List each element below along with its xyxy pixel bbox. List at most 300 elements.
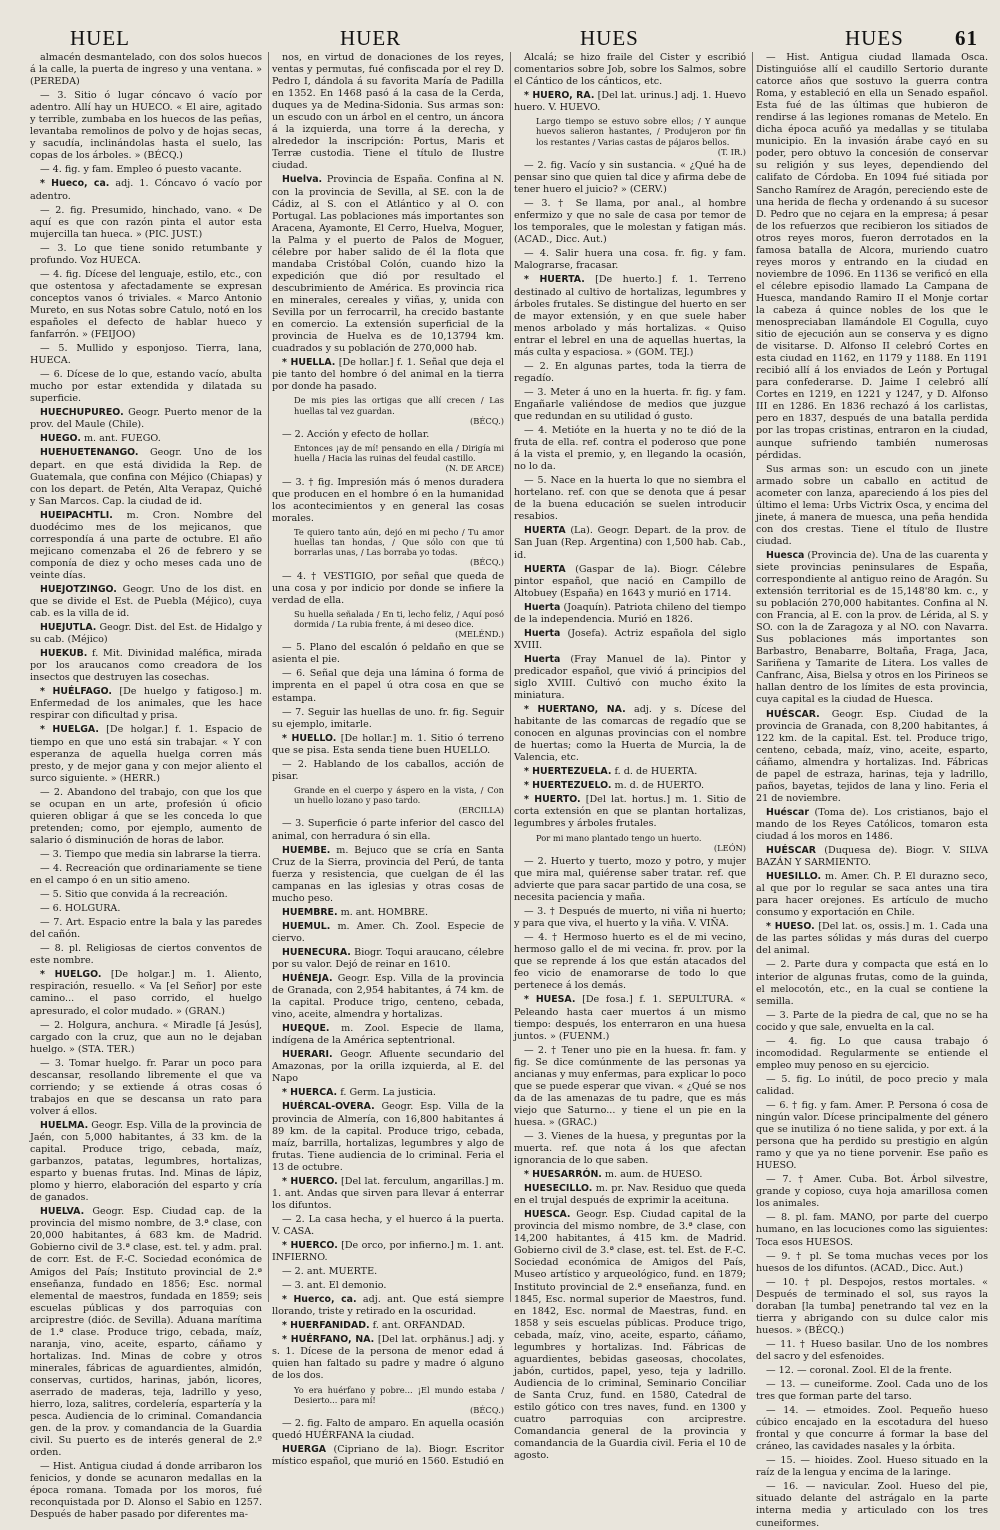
dictionary-entry	[514, 780, 746, 792]
dictionary-entry	[30, 686, 262, 722]
entry-headword: * HUERCO.	[282, 1175, 338, 1187]
entry-headword: HUENECURA.	[282, 946, 351, 958]
entry-definition: — 8. pl. Religiosas de ciertos conventos de este nombre.	[30, 943, 262, 967]
running-header	[0, 26, 1000, 52]
entry-headword: * HUELLO.	[282, 732, 337, 744]
entry-definition: m. ant. FUEGO.	[83, 433, 161, 445]
entry-definition: — 5. fig. Lo inútil, de poco precio y mala calidad.	[756, 1073, 988, 1097]
entry-definition: — 3. Vienes de la huesa, y preguntas por la muerta. ref. que nota á los que afectan ignorancia de lo que saben.	[514, 1130, 746, 1167]
dictionary-entry	[30, 1206, 262, 1459]
entry-definition: — 16. — navicular. Zool. Hueso del pie, situado delante del astrágalo en la parte interna media y articulado con los tres cuneiformes.	[756, 1481, 988, 1529]
dictionary-entry	[514, 1131, 746, 1167]
entry-headword: * HUELLA.	[282, 357, 336, 369]
entry-headword: Huesca	[766, 549, 805, 561]
entry-definition: Geogr. Puerto menor de la prov. del Maule (Chile).	[30, 407, 262, 431]
dictionary-entry	[30, 447, 262, 507]
dictionary-entry	[756, 1379, 988, 1403]
entry-definition: [De fosa.] f. 1. SEPULTURA. « Peleando hasta caer muertos á un mismo tiempo: después, los enterraron en una huesa juntos. » (FUENM.)	[514, 994, 746, 1042]
entry-headword: HUEJUTLA.	[40, 622, 97, 634]
entry-headword: * HUÉRFANO, NA.	[282, 1334, 375, 1346]
entry-definition: [De huelgo y fatigoso.] m. Enfermedad de los animales, que les hace respirar con dificultad y prisa.	[30, 686, 262, 722]
verse-source: (BÉCQ.)	[469, 415, 504, 426]
dictionary-entry	[272, 642, 504, 666]
dictionary-entry	[514, 475, 746, 523]
guide-word-right: HUES	[845, 26, 904, 50]
entry-headword: HUEJOTZINGO.	[40, 583, 117, 595]
verse-text: Largo tiempo se estuvo sobre ellos; / Y aunque huevos salieron hastantes, / Produjeron por fin los restantes / Varias castas de pájaros bellos.	[536, 116, 746, 147]
entry-definition: m. ant. HOMBRE.	[340, 906, 429, 918]
verse-text: Yo era huérfano y pobre... ¡El mundo estaba / Desierto... para mí!	[294, 1384, 504, 1405]
dictionary-entry	[514, 1183, 746, 1207]
verse-quote	[294, 527, 504, 568]
dictionary-entry	[756, 1174, 988, 1210]
dictionary-entry	[30, 849, 262, 861]
entry-definition: — 4. Metióte en la huerta y no te dió de la fruta de ella. ref. contra el poderoso que pone á la vista el premio, y, en llegando la ocasión, no lo da.	[514, 425, 746, 473]
entry-definition: — 6. Señal que deja una lámina ó forma de imprenta en el papel ú otra cosa en que se estampa.	[272, 668, 504, 704]
dictionary-entry	[756, 871, 988, 919]
entry-definition: (Cipriano de la). Biogr. Escritor místico español, que murió en 1560. Estudió en	[272, 1444, 504, 1468]
dictionary-entry	[30, 1020, 262, 1056]
entry-definition: — Hist. Antigua ciudad llamada Osca. Distinguióse allí el caudillo Sertorio durante catorce años que sostuvo la guerra contra Roma, y estableció en ella un Senado español. Esta fué de las últimas que hubieron de rendirse á las legiones romanas de Metelo. En dicha época acuñó ya medallas y se titulaba municipio. En la invasión árabe cayó en su poder, pero obtuvo la concesión de conservar su religión y sus leyes, dependiendo del califato de Córdoba. En 1094 fué sitiada por Sancho Ramírez de Aragón, pereciendo este de una herida de flecha y ordenando á su sucesor D. Pedro que no cejara en la empresa; á pesar de los refuerzos que recibieron los sitiados de otros reyes moros, fueron derrotados en la famosa batalla de Alcora, muriendo cuatro reyes moros y entrando en la ciudad en noviembre de 1096. En 1136 se verificó en ella el célebre episodio llamado La Campana de Huesca, mandando Ramiro II el Monje cortar la cabeza á quince nobles de los que le menospreciaban llamándole El Cogulla, cuyo sitio de ejecución aun se conserva y es digno de visitarse. D. Alfonso II celebró Cortes en esta ciudad en 1162, en 1179 y 1188. En 1191 recibió allí á los enviados de León y Portugal para confederarse. D. Jaime I celebró allí Cortes en 1219, en 1221 y 1247, y D. Alfonso III en 1286. En 1836 rechazó á los carlistas, pero en 1837, después de una batalla perdida por las tropas cristinas, entraron en la ciudad, aunque sufriendo también numerosas pérdidas.	[756, 52, 988, 461]
verse-source: (N. DE ARCE)	[445, 463, 504, 474]
dictionary-entry	[272, 947, 504, 971]
dictionary-entry	[30, 164, 262, 176]
entry-definition: — 2. ant. MUERTE.	[282, 1266, 378, 1278]
dictionary-entry	[514, 274, 746, 358]
dictionary-entry	[30, 648, 262, 684]
verse-text: Grande en el cuerpo y áspero en la vista, / Con un huello lozano y paso tardo.	[294, 784, 504, 806]
dictionary-entry	[272, 1023, 504, 1047]
dictionary-entry	[272, 1101, 504, 1173]
column-2	[272, 52, 504, 1468]
entry-definition: (Josefa). Actriz española del siglo XVIII.	[514, 627, 746, 651]
dictionary-entry	[272, 707, 504, 731]
entry-definition: Geogr. Esp. Villa de la provincia de Almería, con 16,800 habitantes á 89 km. de la capital. Produce trigo, cebada, maíz, barrilla, hortalizas, legumbres y algo de frutas. Tiene audiencia de lo criminal. Feria el 13 de octubre.	[272, 1101, 504, 1173]
entry-definition: m. Amer. Ch. Zool. Especie de ciervo.	[272, 920, 504, 944]
entry-definition: — 4. fig. Lo que causa trabajo ó incomodidad. Regularmente se entiende el empleo muy penoso en su ejercicio.	[756, 1035, 988, 1071]
entry-definition: [De huerto.] f. 1. Terreno destinado al cultivo de hortalizas, legumbres y árboles frutales. Se distingue del huerto en ser de mayor extensión, y en que suele haber menos arbolado y más hortalizas. « Quiso entrar el lebrel en una de aquellas huertas, la más culta y espaciosa. » (GOM. TEJ.)	[514, 274, 747, 358]
entry-definition: (Joaquín). Patriota chileno del tiempo de la independencia. Murió en 1826.	[514, 601, 746, 625]
entry-headword: Huéscar	[766, 806, 809, 818]
dictionary-entry	[272, 1266, 504, 1278]
dictionary-entry	[514, 794, 746, 830]
entry-headword: * HUERTO.	[524, 794, 581, 806]
entry-definition: — 11. † Hueso basilar. Uno de los nombres del sacro y del esfenoides.	[756, 1338, 988, 1362]
guide-word-left: HUEL	[70, 26, 130, 50]
entry-definition: — 3. Sitio ó lugar cóncavo ó vacío por adentro. Allí hay un HUECO. « El aire, agitado y terrible, zumbaba en los huecos de las peñas, levantaba remolinos de polvo y de hojas secas, y sacudía, inclinándolas hasta el suelo, las copas de los árboles. » (BÉCQ.)	[30, 90, 262, 162]
entry-definition: f. Mit. Divinidad maléfica, mirada por los araucanos como creadora de los insectos que destruyen las cosechas.	[30, 648, 262, 684]
dictionary-entry	[756, 807, 988, 843]
entry-headword: HUESECILLO.	[524, 1183, 593, 1195]
entry-headword: * HUÉLFAGO.	[40, 686, 112, 698]
dictionary-entry	[756, 1251, 988, 1275]
dictionary-entry	[756, 1277, 988, 1337]
verse-source: (T. IR.)	[717, 146, 746, 157]
entry-definition: — 3. † Después de muerto, ni viña ni huerto; y para que viva, el huerto y la viña. V. VIÑA.	[514, 906, 746, 930]
dictionary-entry	[272, 1418, 504, 1442]
verse-text: Por mi mano plantado tengo un huerto.	[536, 832, 702, 843]
verse-quote	[294, 395, 504, 426]
verse-text: Te quiero tanto aún, dejó en mi pecho / Tu amor huellas tan hondas, / Que sólo con que tú borrarlas unas, / Las borraba yo todas.	[294, 526, 504, 558]
entry-definition: Geogr. Afluente secundario del Amazonas, por la orilla izquierda, al E. del Napo	[272, 1049, 504, 1085]
dictionary-entry	[272, 1214, 504, 1238]
entry-definition: [De hollar.] f. 1. Señal que deja el pie tanto del hombre ó del animal en la tierra por donde ha pasado.	[272, 357, 504, 393]
entry-definition: — 6. HOLGURA.	[40, 903, 121, 915]
entry-headword: HUEMBE.	[282, 844, 331, 856]
entry-headword: * HUERTEZUELO.	[524, 780, 612, 792]
entry-definition: (Provincia de). Una de las cuarenta y siete provincias peninsulares de España, correspondiente al antiguo reino de Aragón. Su extensión territorial es de 15,148'80 km. c., y su población 270,000 habitantes. Confina al N. con Francia, al E. con la prov. de Lérida, al S. y SO. con la de Zaragoza y al NO. con Navarra. Sus poblaciones más importantes son Barbastro, Benabarre, Boltaña, Fraga, Jaca, Sariñena y Tamarite de Litera. Los valles de Canfranc, Aisa, Bielsa y otros en los Pirineos se hallan dentro de los límites de esta provincia, cuya capital es la ciudad de Huesca.	[756, 549, 988, 706]
entry-headword: * HUESARRÓN.	[524, 1169, 602, 1181]
entry-headword: * HUESO.	[766, 921, 815, 933]
dictionary-entry	[272, 1444, 504, 1468]
dictionary-entry	[514, 704, 746, 764]
entry-headword: HUESILLO.	[766, 871, 822, 883]
entry-headword: * Huerco, ca.	[282, 1294, 357, 1306]
entry-definition: — 5. Mullido y esponjoso. Tierra, lana, HUECA.	[30, 343, 262, 367]
entry-definition: adj. 1. Cóncavo ó vacío por adentro.	[30, 178, 262, 202]
dictionary-entry	[272, 429, 504, 441]
entry-definition: [Del lat. urinus.] adj. 1. Huevo huero. V. HUEVO.	[514, 90, 746, 114]
entry-definition: — 3. Tomar huelgo. fr. Parar un poco para descansar, resollando libremente el que va corriendo; y se extiende á otras cosas ó trabajos en que se descansa un rato para volver á ellos.	[30, 1057, 262, 1117]
column-3	[514, 52, 747, 1462]
dictionary-entry	[756, 1481, 988, 1529]
dictionary-entry	[514, 387, 746, 423]
entry-definition: — 5. Plano del escalón ó peldaño en que se asienta el pie.	[272, 642, 504, 666]
dictionary-entry	[272, 52, 504, 172]
dictionary-entry	[30, 1058, 262, 1118]
entry-definition: — 15. — hioides. Zool. Hueso situado en la raíz de la lengua y encima de la laringe.	[756, 1455, 988, 1479]
entry-definition: — 3. Meter á uno en la huerta. fr. fig. y fam. Engañarle valiéndose de medios que juzgue que redundan en su utilidad ó gusto.	[514, 386, 746, 422]
entry-definition: — 4. fig. y fam. Empleo ó puesto vacante.	[40, 164, 242, 176]
entry-definition: — 10. † pl. Despojos, restos mortales. « Después de terminado el sol, sus rayos la doraban [la tumba] penetrando tal vez en la tierra y abrigando con su dulce calor mis huesos. » (BÉCQ.)	[756, 1276, 988, 1336]
entry-definition: — 2. fig. Vacío y sin sustancia. « ¿Qué ha de pensar sino que quien tal dice y afirma debe de tener huero el juicio? » (CERV.)	[514, 160, 746, 196]
entry-definition: m. Zool. Especie de llama, indígena de la América septentrional.	[272, 1023, 504, 1047]
entry-definition: — 3. Superficie ó parte inferior del casco del animal, con herradura ó sin ella.	[272, 818, 504, 842]
entry-headword: HUÉSCAR	[766, 845, 816, 857]
entry-definition: — 2. Abandono del trabajo, con que los que se ocupan en un arte, profesión ú oficio quieren obligar á que se les conceda lo que pretenden; como, por ejemplo, aumento de salario ó disminución de horas de labor.	[30, 786, 262, 846]
entry-definition: Geogr. Esp. Villa de la provincia de Granada, con 2,954 habitantes, á 74 km. de la capital. Produce trigo, centeno, cebada, vino, aceite, almendra y hortalizas.	[272, 973, 504, 1021]
dictionary-entry	[30, 269, 262, 341]
dictionary-entry	[30, 243, 262, 267]
entry-headword: Huerta	[524, 627, 561, 639]
entry-definition: — 14. — etmoides. Zool. Pequeño hueso cúbico encajado en la escotadura del hueso frontal y que concurre á formar la base del cráneo, las cavidades nasales y la órbita.	[756, 1405, 988, 1453]
entry-definition: — 2. Holgura, anchura. « Miradle [á Jesús], cargado con la cruz, que aun no le dejaban huelgo. » (STA. TER.)	[30, 1019, 262, 1055]
entry-definition: f. d. de HUERTA.	[614, 766, 698, 778]
entry-definition: m. aum. de HUESO.	[604, 1169, 703, 1181]
dictionary-entry	[272, 174, 504, 355]
entry-definition: — 6. † fig. y fam. Amer. P. Persona ó cosa de ningún valor. Dícese principalmente del género que se inutiliza ó no tiene salida, y por ext. á la persona que ha perdido su prestigio en algún ramo y que ya no tiene porvenir. Ese paño es HUESO.	[756, 1099, 988, 1172]
entry-definition: Geogr. Uno de los dist. en que se divide el Est. de Puebla (Méjico), cuya cab. es la villa de id.	[30, 583, 262, 620]
dictionary-entry	[272, 1294, 504, 1318]
dictionary-entry	[514, 932, 746, 992]
dictionary-entry	[514, 1169, 746, 1181]
entry-headword: HUERTA	[524, 525, 566, 537]
page-number: 61	[955, 26, 978, 50]
entry-definition: [De holgar.] f. 1. Espacio de tiempo en que uno está sin trabajar. « Y con esperanza de aquella huelga corren más presto, y de mejor gana y con mejor aliento el surco siguiente. » (HERR.)	[30, 724, 262, 784]
dictionary-entry	[514, 994, 746, 1042]
verse-text: Entonces ¡ay de mí! pensando en ella / Dirigía mi huella / Hacia las ruinas del feudal castillo.	[294, 442, 504, 464]
verse-quote	[536, 833, 746, 853]
dictionary-entry	[30, 584, 262, 620]
dictionary-entry	[514, 525, 746, 561]
entry-headword: * HUERO, RA.	[524, 90, 595, 102]
entry-definition: — 9. † pl. Se toma muchas veces por los huesos de los difuntos. (ACAD., Dicc. Aut.)	[756, 1250, 988, 1274]
entry-definition: Geogr. Uno de los depart. en que está dividida la Rep. de Guatemala, que confina con Méjico (Chiapas) y con los depart. de Petén, Alta Verapaz, Quiché y San Marcos. Cap. la ciudad de id.	[30, 447, 262, 507]
dictionary-entry	[756, 1339, 988, 1363]
dictionary-entry	[272, 818, 504, 842]
dictionary-entry	[756, 1036, 988, 1072]
dictionary-entry	[514, 198, 746, 246]
entry-definition: — 4. † Hermoso huerto es el de mi vecino, hermoso gallo el de mi vecina. fr. prov. por la que se reprende á los que están atacados del feo vicio de enamorarse de todo lo que pertenece á los demás.	[514, 932, 746, 992]
entry-definition: — 4. † VESTIGIO, por señal que queda de una cosa y por indicio por donde se infiere la verdad de ella.	[272, 570, 504, 606]
entry-definition: — 5. Sitio que convida á la recreación.	[40, 889, 228, 901]
guide-word-third: HUES	[580, 26, 639, 50]
dictionary-entry	[272, 973, 504, 1021]
guide-word-second: HUER	[340, 26, 402, 50]
entry-definition: (La). Geogr. Depart. de la prov. de San Juan (Rep. Argentina) con 1,500 hab. Cab., id.	[514, 525, 746, 561]
entry-definition: Geogr. Esp. Ciudad capital de la provincia del mismo nombre, de 3.ª clase, con 14,200 habitantes, á 415 km. de Madrid. Gobierno civil de 3.ª clase, est. tel. Est. de F.-C. Sociedad económica de Amigos del País, Museo artístico y arqueológico, fund. en 1879; Instituto provincial de 2.ª enseñanza, fund. en 1845, Esc. normal superior de Maestros, fund. en 1842, Esc. normal de Maestras, fund. en 1858 y seis escuelas públicas. Produce trigo, cebada, maíz, vino, aceite, esparto, cáñamo, legumbres y hortalizas. Ind. Fábricas de aguardientes, bebidas gaseosas, chocolates, jabón, curtidos, papel, yeso, teja y ladrillo. Audiencia de lo criminal, Seminario Conciliar de Santa Cruz, fund. en 1580, Catedral de estilo gótico con tres naves, fund. en 1300 y cuatro parroquias con arciprestre. Comandancia general de la provincia y comandancia de la Guardia civil. Feria el 10 de agosto.	[514, 1209, 746, 1462]
entry-headword: * Hueco, ca.	[40, 178, 110, 190]
dictionary-entry	[756, 1365, 988, 1377]
entry-definition: almacén desmantelado, con dos solos huecos á la calle, la puerta de ingreso y una ventana. » (PEREDA)	[30, 52, 262, 88]
dictionary-entry	[756, 1074, 988, 1098]
entry-definition: [Del lat. hortus.] m. 1. Sitio de corta extensión en que se plantan hortalizas, legumbres y árboles frutales.	[514, 794, 746, 830]
dictionary-entry	[756, 709, 988, 805]
dictionary-entry	[514, 90, 746, 114]
dictionary-entry	[756, 550, 988, 707]
text-columns	[30, 52, 988, 1529]
entry-definition: (Gaspar de la). Biogr. Célebre pintor español, que nació en Campillo de Altobuey (España) en 1643 y murió en 1714.	[514, 563, 746, 599]
dictionary-entry	[30, 90, 262, 162]
dictionary-entry	[272, 1176, 504, 1212]
entry-definition: — 8. pl. fam. MANO, por parte del cuerpo humano, en las locuciones como las siguientes: Toca esos HUESOS.	[756, 1212, 988, 1248]
dictionary-entry	[30, 178, 262, 202]
entry-definition: nos, en virtud de donaciones de los reyes, ventas y permutas, fué confiscada por el rey D. Pedro I, dándola á su favorita María de Padilla en 1352. En 1468 pasó á la casa de la Cerda, duques ya de Medina-Sidonia. Sus armas son: un escudo con un árbol en el centro, un áncora á la izquierda, una torre á la derecha, y alrededor la inscripción: Portus, Maris et Terræ custodia. Tiene el título de Ilustre ciudad.	[272, 52, 504, 172]
dictionary-entry	[30, 433, 262, 445]
entry-definition: [Del lat. ferculum, angarillas.] m. 1. ant. Andas que sirven para llevar á enterrar los difuntos.	[272, 1175, 504, 1211]
entry-definition: m. Amer. Ch. P. El durazno seco, al que por lo regular se saca antes una tira para hacer orejones. Es artículo de mucho consumo y exportación en Chile.	[756, 871, 988, 919]
dictionary-entry	[30, 1120, 262, 1204]
dictionary-entry	[272, 1240, 504, 1264]
dictionary-entry	[30, 1461, 262, 1521]
entry-definition: — 2. La casa hecha, y el huerco á la puerta. V. CASA.	[272, 1213, 504, 1237]
entry-headword: * HUERTEZUELA.	[524, 766, 612, 778]
verse-source: (BÉCQ.)	[469, 557, 504, 568]
dictionary-entry	[272, 668, 504, 704]
dictionary-entry	[514, 425, 746, 473]
entry-headword: HUELVA.	[40, 1206, 85, 1218]
entry-headword: HUEKUB.	[40, 648, 88, 660]
dictionary-entry	[272, 1280, 504, 1292]
entry-definition: — 12. — coronal. Zool. El de la frente.	[766, 1364, 952, 1376]
dictionary-entry	[514, 52, 746, 88]
entry-definition: m. Bejuco que se cría en Santa Cruz de la Sierra, provincia del Perú, de tanta fuerza y resistencia, que cuelgan de él las campanas en las iglesias y otras cosas de mucho peso.	[272, 844, 504, 904]
entry-definition: Geogr. Esp. Villa de la provincia de Jaén, con 5,000 habitantes, á 33 km. de la capital. Produce trigo, cebada, maíz, garbanzos, patatas, legumbres, hortalizas, esparto y buenas frutas. Ind. Minas de lápiz, plomo y hierro, elaboración del esparto y cría de ganados.	[30, 1119, 262, 1204]
entry-definition: Provincia de España. Confina al N. con la provincia de Sevilla, al SE. con la de Cádiz, al S. con el Atlántico y al O. con Portugal. Las poblaciones más importantes son Aracena, Ayamonte, El Cerro, Huelva, Moguer, la Palma y el puerto de Palos de Moguer, célebre por haber salido de él la flota que mandaba Cristóbal Colón, cuando hizo la expedición que dió por resultado el descubrimiento de América. Es provincia rica en minerales, cereales y viñas, y, unida con Sevilla por un ferrocarril, ha crecido bastante en comercio. La extensión superficial de la provincia de Huelva es de 10,13794 km. cuadrados y su población de 270,000 hab.	[272, 174, 504, 355]
entry-definition: — 3. Tiempo que media sin labrarse la tierra.	[40, 848, 261, 860]
entry-definition: — 2. † Tener uno pie en la huesa. fr. fam. y fig. Se dice comúnmente de las personas ya ancianas y muy enfermas, para explicar lo poco que se puede esperar que vivan. « ¿Qué se nos da de las amenazas de tu padre, que es más viejo que Saturno... y tiene el un pie en la huesa. » (GRAC.)	[514, 1044, 746, 1128]
entry-headword: HUERTA	[524, 563, 566, 575]
dictionary-entry	[30, 917, 262, 941]
entry-definition: Geogr. Esp. Ciudad cap. de la provincia del mismo nombre, de 3.ª clase, con 20,000 habitantes, á 683 km. de Madrid. Gobierno civil de 3.ª clase, est. tel. y adm. pral. de corr. Est. de F.-C. Sociedad económica de Amigos del País; Instituto provincial de 2.ª enseñanza, fundado en 1856; Esc. normal elemental de maestros, fundada en 1859; seis escuelas públicas y dos parroquias con arciprestre (dióc. de Sevilla). Aduana marítima de 1.ª clase. Produce trigo, cebada, maíz, naranja, vino, aceite, esparto, cáñamo y hortalizas. Ind. Minas de cobre y otros minerales, fábricas de aguardientes, almidón, conservas, curtidos, harinas, jabón, licores, aserrado de maderas, teja, ladrillo y yeso, hierro, loza, salitres, cordelería, espartería y la pesca. Audiencia de lo criminal. Comandancia gen. de la prov. y comandancia de la Guardia civil. Su puerto es de interés general de 2.º orden.	[30, 1206, 262, 1459]
verse-source: (MELÉND.)	[455, 629, 504, 640]
dictionary-entry	[272, 759, 504, 783]
entry-headword: * HUERCO.	[282, 1240, 338, 1251]
dictionary-entry	[30, 343, 262, 367]
verse-quote	[536, 116, 746, 157]
dictionary-entry	[272, 1320, 504, 1332]
entry-definition: — 3. † Se llama, por anal., al hombre enfermizo y que no sale de casa por temor de los temporales, que le molestan y fatigan más. (ACAD., Dicc. Aut.)	[514, 198, 746, 246]
entry-definition: Geogr. Esp. Ciudad de la provincia de Granada, con 8,200 habitantes, á 122 km. de la capital. Est. tel. Produce trigo, centeno, cebada, maíz, vino, aceite, esparto, cáñamo, almendra y hortalizas. Ind. Fábricas de papel de estraza, harinas, teja y ladrillo, paños, bayetas, tejidos de lana y lino. Feria el 21 de noviembre.	[756, 708, 988, 804]
entry-definition: — 3. Parte de la piedra de cal, que no se ha cocido y que sale, envuelta en la cal.	[756, 1009, 988, 1033]
entry-definition: — 7. Seguir las huellas de uno. fr. fig. Seguir su ejemplo, imitarle.	[272, 706, 504, 730]
dictionary-entry	[514, 1209, 746, 1462]
verse-quote	[294, 609, 504, 640]
dictionary-entry	[272, 477, 504, 525]
dictionary-entry	[272, 357, 504, 393]
dictionary-entry	[514, 361, 746, 385]
dictionary-entry	[756, 1010, 988, 1034]
dictionary-entry	[30, 943, 262, 967]
verse-text: De mis pies las ortigas que allí crecen / Las huellas tal vez guardan.	[294, 395, 504, 416]
entry-definition: — 4. Recreación que ordinariamente se tiene en el campo ó en un sitio ameno.	[30, 863, 262, 887]
dictionary-entry	[514, 628, 746, 652]
dictionary-entry	[514, 856, 746, 904]
entry-headword: HUEGO.	[40, 433, 81, 445]
dictionary-entry	[272, 1049, 504, 1085]
dictionary-entry	[756, 845, 988, 869]
dictionary-entry	[272, 921, 504, 945]
column-1	[30, 52, 262, 1521]
entry-definition: — 2. Acción y efecto de hollar.	[282, 428, 430, 440]
dictionary-entry	[756, 52, 988, 462]
entry-definition: [De hollar.] m. 1. Sitio ó terreno que se pisa. Esta senda tiene buen HUELLO.	[272, 732, 504, 756]
dictionary-entry	[756, 1405, 988, 1453]
dictionary-entry	[514, 906, 746, 930]
entry-definition: Sus armas son: un escudo con un jinete armado sobre un caballo en actitud de acometer con lanza, apareciendo á los pies del último el lema: Urbs Victrix Osca, y encima del jinete, á manera de muesca, una peña hendida con dos crestas. Tiene el título de Ilustre ciudad.	[756, 463, 988, 547]
dictionary-entry	[756, 1212, 988, 1248]
entry-definition: f. ant. ORFANDAD.	[372, 1320, 466, 1332]
column-4	[756, 52, 988, 1529]
entry-definition: — Hist. Antigua ciudad á donde arribaron los fenicios, y donde se acunaron medallas en la época romana. Tomada por los moros, fué reconquistada por D. Alonso el Sabio en 1257. Después de haber pasado por diferentes ma-	[30, 1461, 262, 1521]
entry-headword: * HUESA.	[524, 994, 576, 1006]
entry-headword: HUECHUPUREO.	[40, 407, 124, 419]
entry-definition: (Fray Manuel de la). Pintor y predicador español, que vivió á principios del siglo XVIII. Cultivó con mucho éxito la miniatura.	[514, 653, 746, 702]
entry-headword: HUERGA	[282, 1444, 327, 1456]
entry-headword: HUESCA.	[524, 1209, 571, 1221]
entry-headword: * HUERCA.	[282, 1087, 338, 1099]
entry-definition: adj. y s. Dícese del habitante de las comarcas de regadío que se conocen en algunas provincias con el nombre de huertas; como la Huerta de Murcia, la de Valencia, etc.	[514, 704, 746, 764]
entry-definition: — 6. Dícese de lo que, estando vacío, abulta mucho por estar extendida y dilatada su superficie.	[30, 369, 262, 405]
entry-headword: Huerta	[524, 601, 561, 613]
entry-definition: f. Germ. La justicia.	[340, 1087, 436, 1099]
entry-definition: — 2. Parte dura y compacta que está en lo interior de algunas frutas, como de la guinda, el melocotón, etc., en la cual se contiene la semilla.	[756, 959, 988, 1007]
entry-headword: * HUELGA.	[40, 724, 99, 736]
entry-definition: [De orco, por infierno.] m. 1. ant. INFIERNO.	[272, 1240, 504, 1264]
verse-quote	[294, 443, 504, 474]
entry-definition: — 4. Salir huera una cosa. fr. fig. y fam. Malograrse, fracasar.	[514, 248, 746, 272]
entry-definition: m. pr. Nav. Residuo que queda en el trujal después de exprimir la aceituna.	[514, 1183, 746, 1207]
dictionary-entry	[756, 921, 988, 957]
entry-headword: * HUELGO.	[40, 969, 102, 981]
entry-definition: [Del lat. os, ossis.] m. 1. Cada una de las partes sólidas y más duras del cuerpo del animal.	[756, 921, 988, 957]
entry-definition: — 2. fig. Presumido, hinchado, vano. « De aquí es que con razón pinta el autor esta mujercilla tan hueca. » (PIC. JUST.)	[30, 204, 262, 240]
dictionary-entry	[514, 1045, 746, 1129]
entry-headword: * HUERTANO, NA.	[524, 704, 626, 716]
dictionary-entry	[30, 205, 262, 241]
dictionary-entry	[30, 903, 262, 915]
entry-headword: HUÉRCAL-OVERA.	[282, 1101, 375, 1113]
entry-definition: — 2. Hablando de los caballos, acción de pisar.	[272, 758, 504, 782]
entry-definition: [De holgar.] m. 1. Aliento, respiración, resuello. « Va [el Señor] por este camino... el paso corrido, el huelgo apresurado, el color mudado. » (GRAN.)	[30, 969, 262, 1017]
entry-headword: * HUERTA.	[524, 274, 585, 286]
entry-headword: HUEHUETENANGO.	[40, 447, 139, 459]
dictionary-entry	[756, 959, 988, 1007]
verse-source: (LEÓN)	[713, 842, 746, 853]
entry-definition: — 2. fig. Falto de amparo. En aquella ocasión quedó HUÉRFANA la ciudad.	[272, 1418, 504, 1442]
dictionary-entry	[30, 622, 262, 646]
dictionary-entry	[30, 407, 262, 431]
entry-headword: HUEQUE.	[282, 1023, 330, 1035]
entry-definition: — 13. — cuneiforme. Zool. Cada uno de los tres que forman parte del tarso.	[756, 1379, 988, 1403]
entry-definition: — 2. En algunas partes, toda la tierra de regadío.	[514, 360, 746, 384]
dictionary-entry	[272, 1087, 504, 1099]
dictionary-entry	[30, 787, 262, 847]
entry-headword: Huerta	[524, 653, 561, 665]
entry-definition: — 4. fig. Dícese del lenguaje, estilo, etc., con que ostentosa y afectadamente se expresan conceptos vanos ó triviales. « Marco Antonio Mureto, en sus Notas sobre Catulo, notó en los españoles el defecto de hablar hueco y fanfarrón. » (FEIJOO)	[30, 268, 262, 341]
dictionary-entry	[30, 510, 262, 582]
dictionary-entry	[514, 160, 746, 196]
entry-definition: m. Cron. Nombre del duodécimo mes de los mejicanos, que correspondía á una parte de octubre. El año mejicano comenzaba el 26 de febrero y se componía de diez y ocho meses cada uno de veinte días.	[30, 509, 262, 581]
dictionary-entry	[756, 1100, 988, 1172]
entry-definition: Alcalá; se hizo fraile del Cister y escribió comentarios sobre Job, sobre los Salmos, sobre el Cántico de los cánticos, etc.	[514, 52, 746, 88]
entry-definition: — 3. † fig. Impresión más ó menos duradera que producen en el hombre ó en la humanidad los acontecimientos y en general las cosas morales.	[272, 476, 504, 524]
entry-headword: Huelva.	[282, 174, 323, 186]
dictionary-entry	[514, 766, 746, 778]
dictionary-entry	[30, 863, 262, 887]
dictionary-entry	[756, 464, 988, 548]
dictionary-entry	[272, 733, 504, 757]
dictionary-entry	[756, 1455, 988, 1479]
verse-source: (BÉCQ.)	[469, 1404, 504, 1415]
entry-definition: — 7. † Amer. Cuba. Bot. Árbol silvestre, grande y copioso, cuya hoja amarillosa comen los animales.	[756, 1174, 988, 1210]
verse-quote	[294, 1385, 504, 1416]
verse-text: Su huella señalada / En ti, lecho feliz, / Aquí posó dormida / La rubia frente, á mi deseo dice.	[294, 608, 504, 629]
entry-headword: HUÉNEJA.	[282, 973, 333, 985]
dictionary-entry	[30, 724, 262, 784]
dictionary-entry	[514, 248, 746, 272]
entry-definition: — 7. Art. Espacio entre la bala y las paredes del cañón.	[30, 917, 262, 941]
verse-quote	[294, 785, 504, 816]
entry-definition: Geogr. Dist. del Est. de Hidalgo y su cab. (Méjico)	[30, 622, 262, 646]
entry-definition: adj. ant. Que está siempre llorando, triste y retirado en la oscuridad.	[272, 1294, 504, 1318]
entry-headword: HUELMA.	[40, 1119, 89, 1131]
entry-definition: [Del lat. orphănus.] adj. y s. 1. Dícese de la persona de menor edad á quien han faltado su padre y madre ó alguno de los dos.	[272, 1334, 504, 1382]
entry-definition: Biogr. Toqui araucano, célebre por su valor. Dejó de reinar en 1610.	[272, 946, 504, 970]
entry-headword: HUEIPACHTLI.	[40, 509, 113, 521]
entry-definition: — 5. Nace en la huerta lo que no siembra el hortelano. ref. con que se denota que á pesar de la buena educación se suelen introducir resabios.	[514, 475, 746, 523]
dictionary-entry	[272, 1334, 504, 1382]
dictionary-entry	[514, 564, 746, 600]
dictionary-entry	[30, 969, 262, 1017]
entry-headword: HUEMUL.	[282, 920, 331, 932]
dictionary-entry	[272, 845, 504, 905]
entry-headword: HUÉSCAR.	[766, 708, 820, 720]
dictionary-entry	[514, 654, 746, 702]
entry-definition: m. d. de HUERTO.	[614, 780, 705, 792]
entry-headword: HUERARI.	[282, 1049, 333, 1061]
entry-definition: — 3. Lo que tiene sonido retumbante y profundo. Voz HUECA.	[30, 242, 262, 266]
